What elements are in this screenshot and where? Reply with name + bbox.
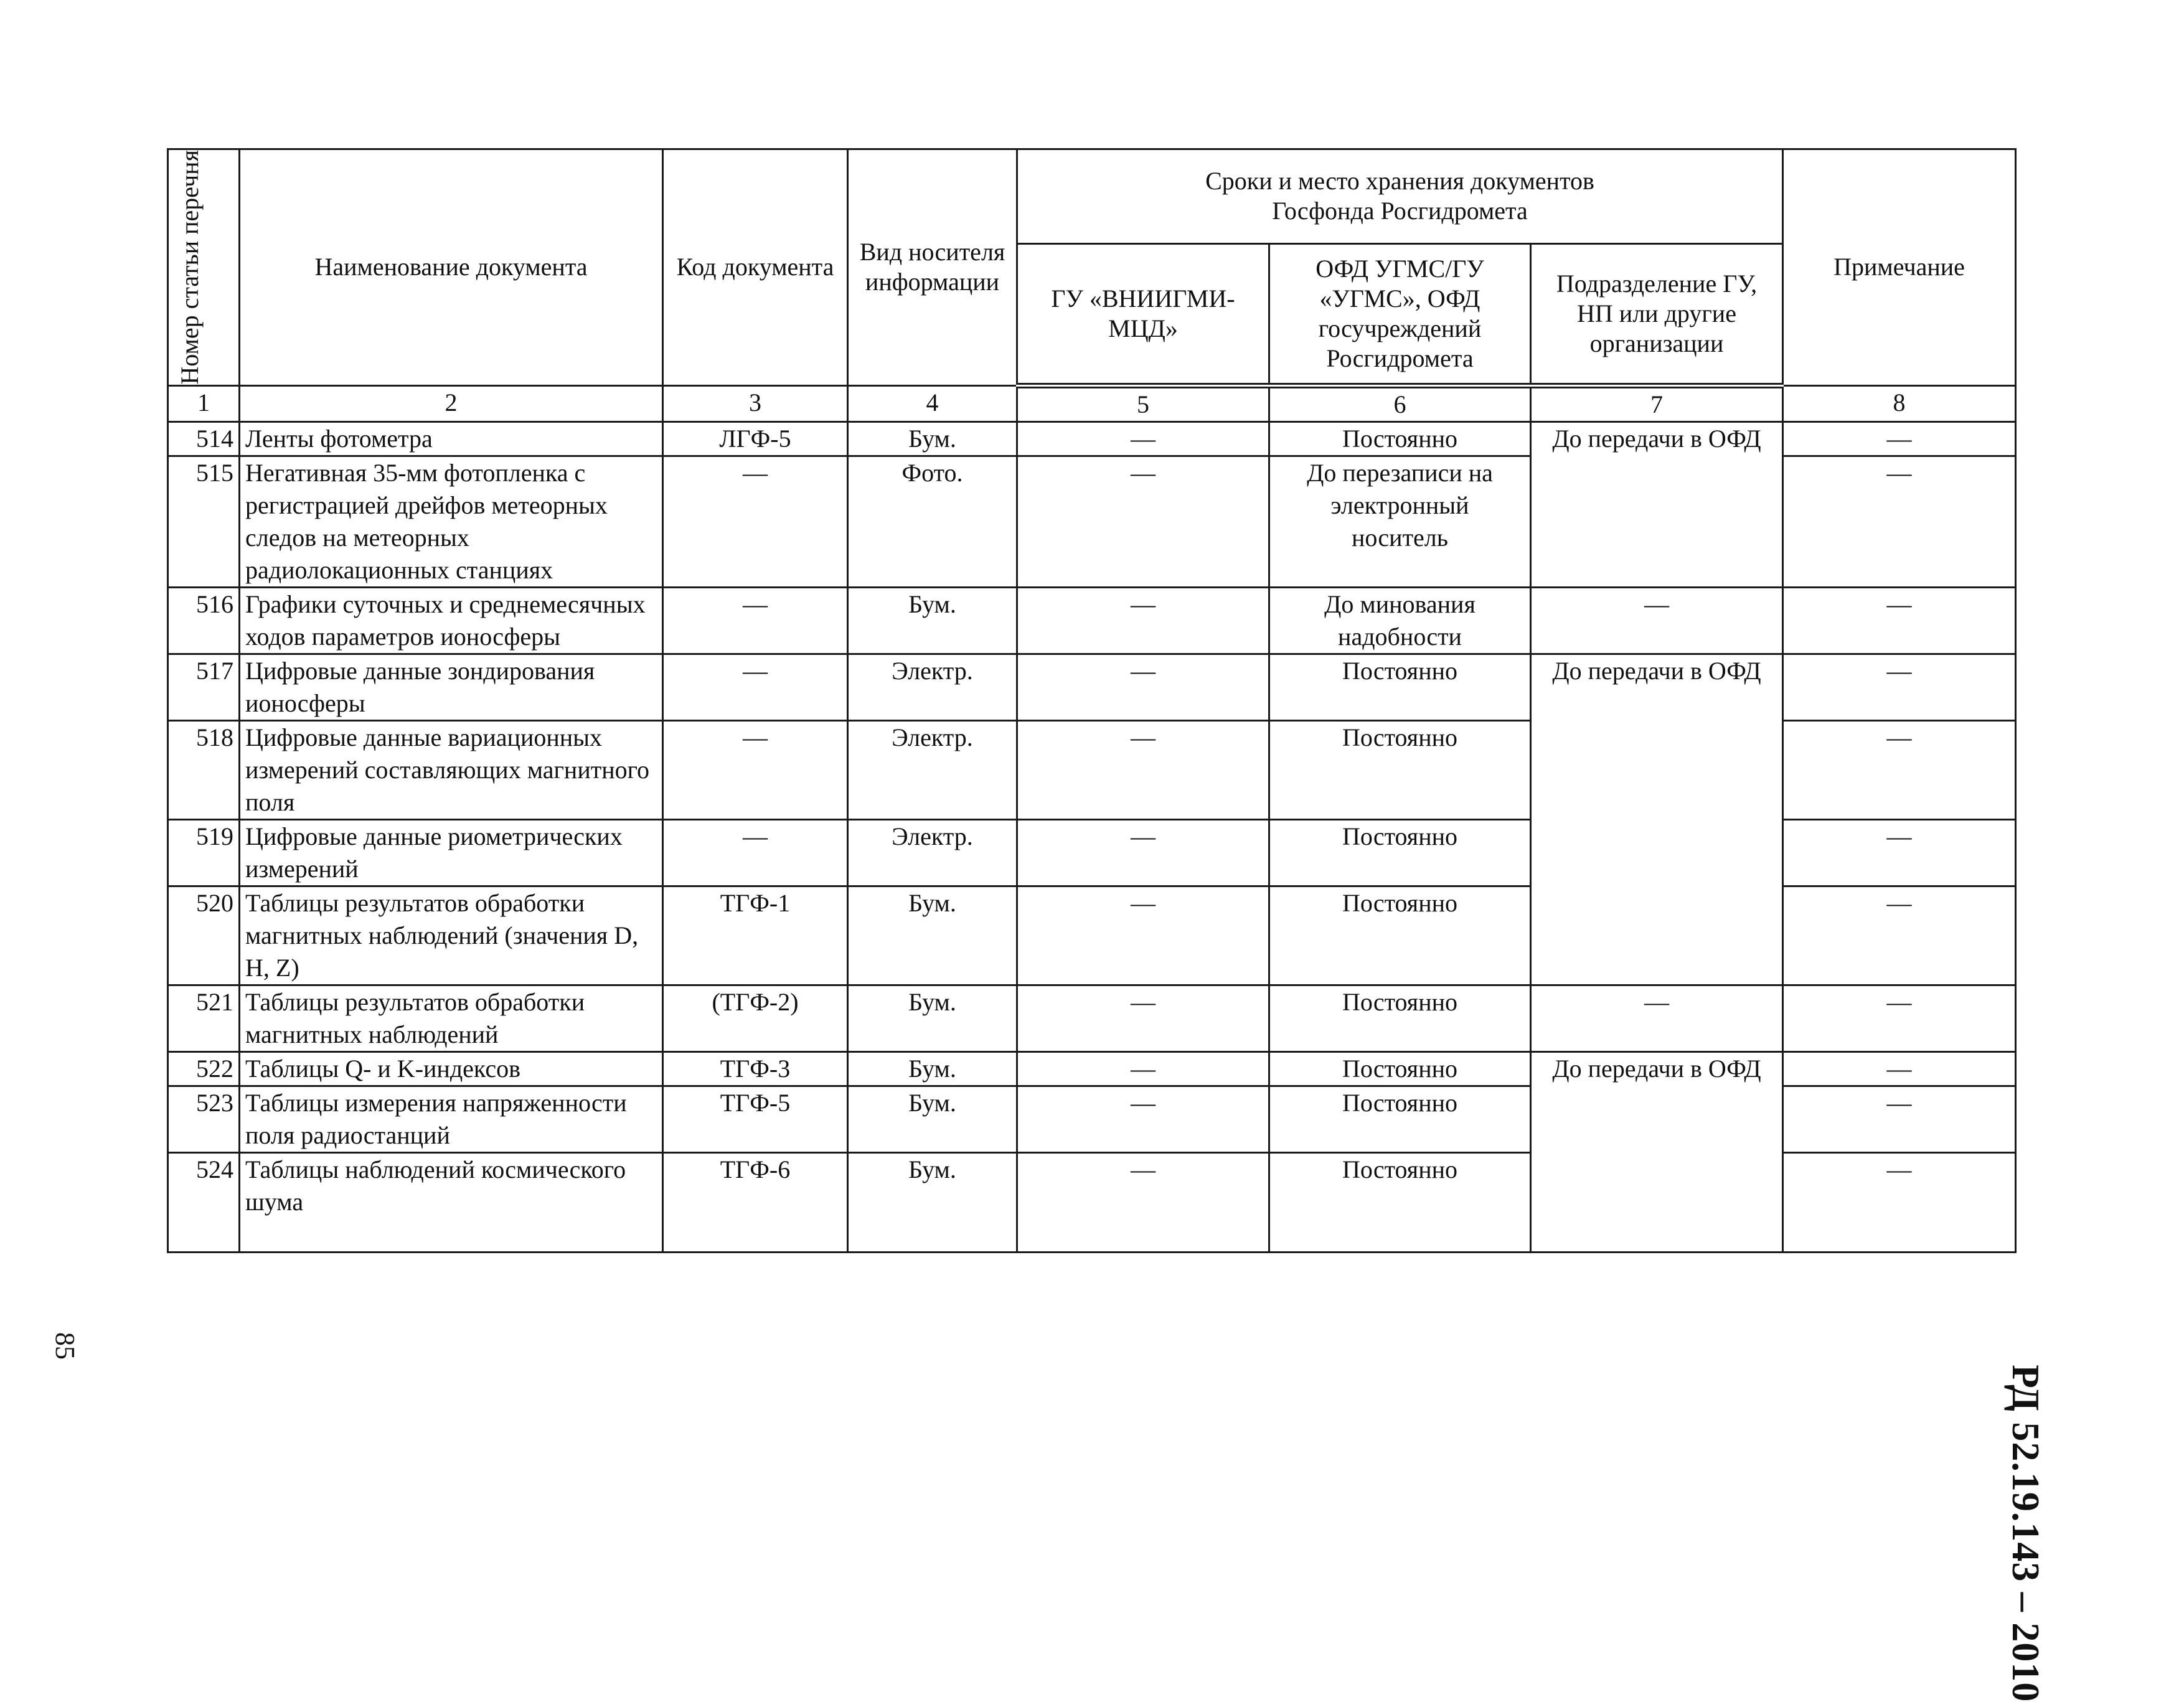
column-number: 5 <box>1017 385 1269 421</box>
vniigmi-value: — <box>1017 886 1269 985</box>
header-note: Примечание <box>1783 149 2016 386</box>
document-code: ЛГФ-5 <box>663 421 848 456</box>
vniigmi-value: — <box>1017 654 1269 720</box>
document-name: Негативная 35-мм фотопленка с регистрацией дрейфов метеорных следов на метеорных радиолокационных станциях <box>240 456 663 587</box>
ofd-value: Постоянно <box>1269 654 1531 720</box>
document-code: (ТГФ-2) <box>663 985 848 1051</box>
column-number: 1 <box>168 385 240 421</box>
department-value: — <box>1531 985 1783 1051</box>
vniigmi-value: — <box>1017 1152 1269 1252</box>
row-number: 519 <box>168 819 240 886</box>
media-type: Фото. <box>848 456 1017 587</box>
column-number: 8 <box>1783 385 2016 421</box>
row-number: 518 <box>168 720 240 819</box>
document-code: — <box>663 654 848 720</box>
note-value: — <box>1783 1086 2016 1152</box>
row-number: 514 <box>168 421 240 456</box>
department-value: До передачи в ОФД <box>1531 1051 1783 1252</box>
column-number: 4 <box>848 385 1017 421</box>
note-value: — <box>1783 886 2016 985</box>
table-row <box>168 1051 2016 1086</box>
header-department: Подразделение ГУ, НП или другие организации <box>1531 243 1783 385</box>
header-retention-group: Сроки и место хранения документов Госфонда Росгидромета <box>1017 149 1783 244</box>
vniigmi-value: — <box>1017 456 1269 587</box>
header-document-name: Наименование документа <box>240 149 663 386</box>
note-value: — <box>1783 819 2016 886</box>
media-type: Бум. <box>848 587 1017 654</box>
ofd-value: Постоянно <box>1269 1051 1531 1086</box>
document-name: Таблицы результатов обработки магнитных наблюдений (значения D, H, Z) <box>240 886 663 985</box>
document-code: — <box>663 456 848 587</box>
note-value: — <box>1783 654 2016 720</box>
document-code: ТГФ-6 <box>663 1152 848 1252</box>
document-code: — <box>663 720 848 819</box>
document-code: — <box>663 587 848 654</box>
row-number: 524 <box>168 1152 240 1252</box>
row-number: 517 <box>168 654 240 720</box>
note-value: — <box>1783 1051 2016 1086</box>
note-value: — <box>1783 456 2016 587</box>
table-row <box>168 421 2016 456</box>
row-number: 520 <box>168 886 240 985</box>
media-type: Бум. <box>848 1086 1017 1152</box>
ofd-value: До перезаписи на электронный носитель <box>1269 456 1531 587</box>
media-type: Бум. <box>848 1152 1017 1252</box>
document-code: ТГФ-3 <box>663 1051 848 1086</box>
department-value: До передачи в ОФД <box>1531 654 1783 985</box>
ofd-value: Постоянно <box>1269 1152 1531 1252</box>
vniigmi-value: — <box>1017 421 1269 456</box>
document-code: — <box>663 819 848 886</box>
row-number: 515 <box>168 456 240 587</box>
table-row <box>168 654 2016 720</box>
document-name: Ленты фотометра <box>240 421 663 456</box>
table-row <box>168 985 2016 1051</box>
media-type: Бум. <box>848 1051 1017 1086</box>
row-number: 521 <box>168 985 240 1051</box>
ofd-value: Постоянно <box>1269 886 1531 985</box>
ofd-value: До минования надобности <box>1269 587 1531 654</box>
note-value: — <box>1783 1152 2016 1252</box>
media-type: Бум. <box>848 985 1017 1051</box>
department-value: До передачи в ОФД <box>1531 421 1783 587</box>
vniigmi-value: — <box>1017 720 1269 819</box>
document-name: Графики суточных и среднемесячных ходов параметров ионосферы <box>240 587 663 654</box>
retention-table <box>167 148 2017 1253</box>
document-name: Таблицы результатов обработки магнитных наблюдений <box>240 985 663 1051</box>
media-type: Электр. <box>848 720 1017 819</box>
header-ofd: ОФД УГМС/ГУ «УГМС», ОФД госучреждений Росгидромета <box>1269 243 1531 385</box>
department-value: — <box>1531 587 1783 654</box>
document-code-label: РД 52.19.143 – 2010 <box>2004 1365 2046 1702</box>
document-name: Таблицы наблюдений космического шума <box>240 1152 663 1252</box>
column-number-row <box>168 385 2016 421</box>
note-value: — <box>1783 587 2016 654</box>
column-number: 6 <box>1269 385 1531 421</box>
vniigmi-value: — <box>1017 819 1269 886</box>
ofd-value: Постоянно <box>1269 1086 1531 1152</box>
media-type: Бум. <box>848 886 1017 985</box>
media-type: Бум. <box>848 421 1017 456</box>
header-media-type: Вид носителя информации <box>848 149 1017 386</box>
header-vniigmi: ГУ «ВНИИГМИ-МЦД» <box>1017 243 1269 385</box>
vniigmi-value: — <box>1017 1086 1269 1152</box>
note-value: — <box>1783 421 2016 456</box>
ofd-value: Постоянно <box>1269 985 1531 1051</box>
row-number: 523 <box>168 1086 240 1152</box>
document-name: Таблицы измерения напряженности поля радиостанций <box>240 1086 663 1152</box>
ofd-value: Постоянно <box>1269 720 1531 819</box>
row-number: 516 <box>168 587 240 654</box>
ofd-value: Постоянно <box>1269 819 1531 886</box>
column-number: 7 <box>1531 385 1783 421</box>
column-number: 3 <box>663 385 848 421</box>
header-article-number: Номер статьи перечня <box>168 149 240 386</box>
header-document-code: Код документа <box>663 149 848 386</box>
vniigmi-value: — <box>1017 985 1269 1051</box>
vniigmi-value: — <box>1017 1051 1269 1086</box>
media-type: Электр. <box>848 654 1017 720</box>
column-number: 2 <box>240 385 663 421</box>
document-name: Цифровые данные вариационных измерений составляющих магнитного поля <box>240 720 663 819</box>
document-name: Цифровые данные зондирования ионосферы <box>240 654 663 720</box>
page-number: 85 <box>50 1332 80 1360</box>
table-row <box>168 587 2016 654</box>
document-code: ТГФ-1 <box>663 886 848 985</box>
note-value: — <box>1783 720 2016 819</box>
document-code: ТГФ-5 <box>663 1086 848 1152</box>
ofd-value: Постоянно <box>1269 421 1531 456</box>
document-name: Цифровые данные риометрических измерений <box>240 819 663 886</box>
media-type: Электр. <box>848 819 1017 886</box>
vniigmi-value: — <box>1017 587 1269 654</box>
row-number: 522 <box>168 1051 240 1086</box>
document-name: Таблицы Q- и K-индексов <box>240 1051 663 1086</box>
note-value: — <box>1783 985 2016 1051</box>
